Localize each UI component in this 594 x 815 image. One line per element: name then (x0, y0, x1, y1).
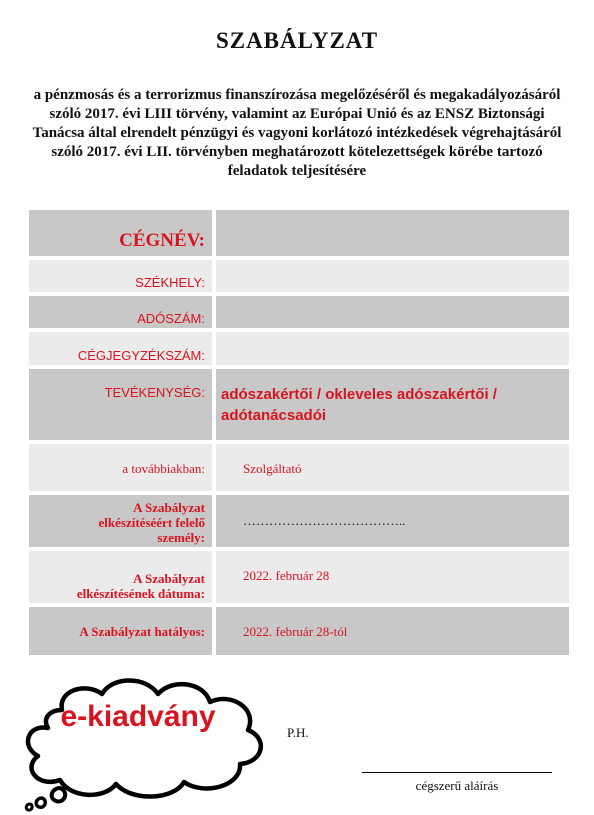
row-responsible-person (29, 495, 569, 547)
seat-value (216, 260, 569, 292)
row-tax-number (29, 296, 569, 328)
tax-number-label: ADÓSZÁM: (29, 296, 212, 328)
responsible-person-label: A Szabályzat elkészítéséért felelő személy: (29, 495, 212, 547)
cloud-shape (28, 681, 261, 797)
preparation-date-value: 2022. február 28 (216, 551, 569, 603)
registration-number-value (216, 332, 569, 365)
hereinafter-value: Szolgáltató (216, 444, 569, 491)
cloud-tail-bubble-2 (36, 798, 45, 807)
e-publication-cloud-badge (8, 664, 278, 814)
e-publication-label: e-kiadvány (60, 700, 216, 733)
document-subtitle: a pénzmosás és a terrorizmus finanszírozása megelőzéséről és megakadályozásáról szóló 2017. évi LIII törvény, valamint az Európai Unió és az ENSZ Biztonsági Tanácsa által elrendelt pénzügyi és vagyoni korlátozó intézkedések végrehajtásáról szóló 2017. évi LII. törvényben meghatározott kötelezettségek körébe tartozó feladatok teljesítésére (32, 87, 562, 179)
effective-date-value: 2022. február 28-tól (216, 607, 569, 655)
row-activity (29, 369, 569, 440)
company-name-label: CÉGNÉV: (29, 210, 212, 256)
stamp-place-ph: P.H. (287, 725, 309, 740)
row-company-name (29, 210, 569, 256)
activity-value: adószakértői / okleveles adószakértői / adótanácsadói (216, 369, 569, 440)
row-registration-number (29, 332, 569, 365)
seat-label: SZÉKHELY: (29, 260, 212, 292)
signature-label: cégszerű aláírás (415, 778, 499, 793)
cloud-tail-bubble-1 (52, 788, 66, 801)
preparation-date-label: A Szabályzat elkészítésének dátuma: (29, 551, 212, 603)
hereinafter-label: a továbbiakban: (29, 444, 212, 491)
company-data-form (29, 210, 569, 659)
row-hereinafter (29, 444, 569, 491)
row-preparation-date (29, 551, 569, 603)
document-title: SZABÁLYZAT (215, 28, 379, 53)
tax-number-value (216, 296, 569, 328)
registration-number-label: CÉGJEGYZÉKSZÁM: (29, 332, 212, 365)
activity-label: TEVÉKENYSÉG: (29, 369, 212, 440)
company-name-value (216, 210, 569, 256)
responsible-person-value: ……………………………….. (216, 495, 569, 547)
cloud-tail-bubble-3 (26, 804, 32, 810)
row-effective-date (29, 607, 569, 655)
effective-date-label: A Szabályzat hatályos: (29, 607, 212, 655)
row-seat (29, 260, 569, 292)
signature-line (362, 772, 552, 773)
